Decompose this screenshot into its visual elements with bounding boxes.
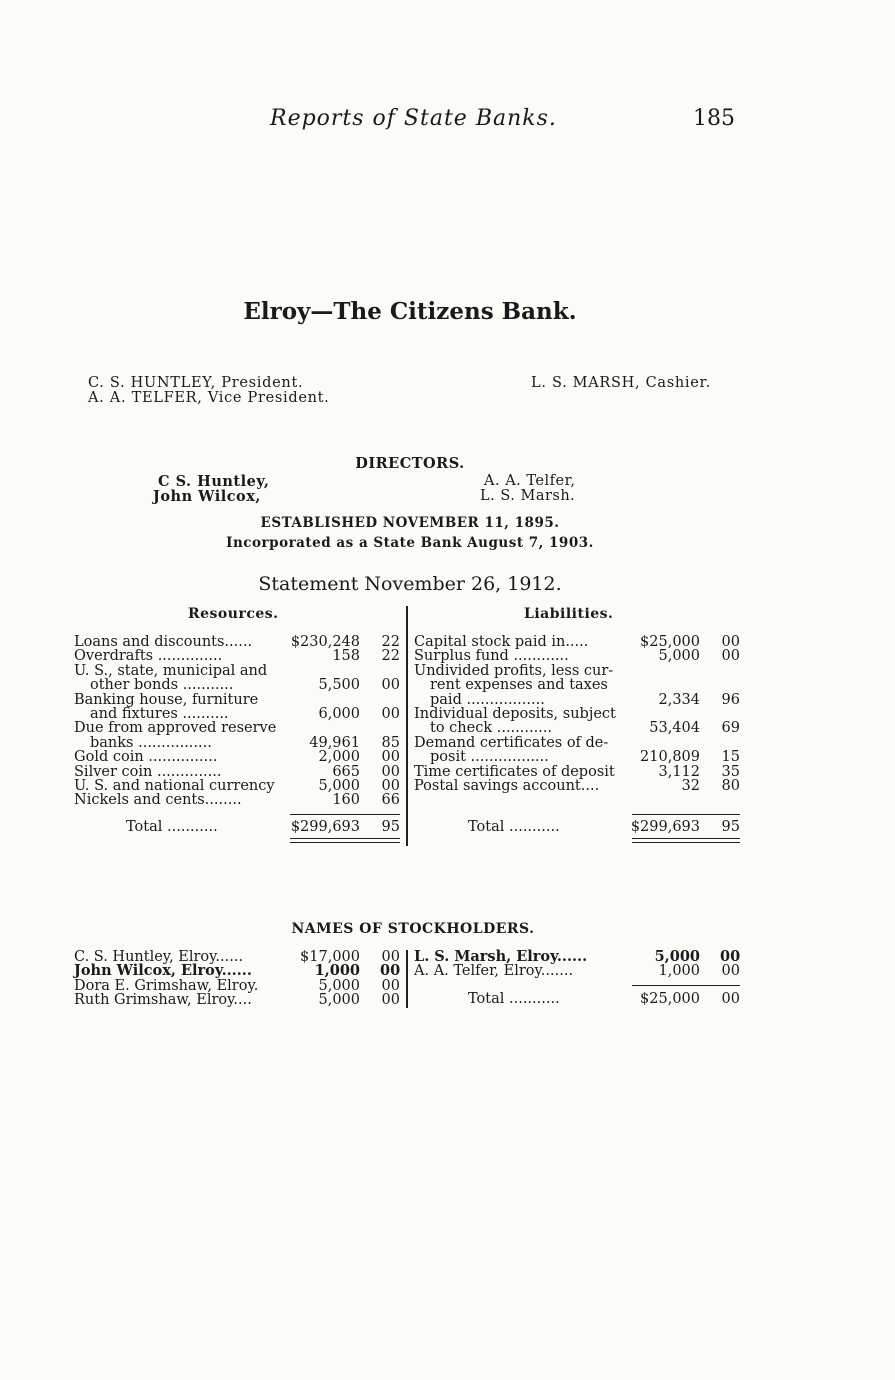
stockholder-left-row [74,964,404,978]
liabilities-list [414,635,744,793]
stockholders-total-dollars: $25,000 [640,991,700,1007]
stockholder-right-cents: 00 [720,948,741,965]
stockholders-heading: NAMES OF STOCKHOLDERS. [291,921,535,937]
resource-cents: 22 [381,634,400,650]
stockholder-left-dollars: 1,000 [314,962,360,980]
running-title: Reports of State Banks. [270,106,557,131]
resource-label: Banking house, furniture [74,691,259,708]
stockholder-left-label: Ruth Grimshaw, Elroy.... [74,992,252,1009]
established-line: ESTABLISHED NOVEMBER 11, 1895. [260,515,560,531]
statement-title: Statement November 26, 1912. [258,573,562,595]
liability-dollars: 53,404 [649,720,700,737]
resources-heading: Resources. [188,606,279,622]
liability-dollars: 2,334 [658,691,700,708]
page-number: 185 [693,106,735,131]
resource-label: Gold coin ............... [74,749,218,766]
resource-dollars: 5,000 [318,777,360,794]
stockholder-left-cents: 00 [381,977,400,994]
resource-label: U. S. and national currency [74,777,275,794]
resource-label: Loans and discounts...... [74,634,253,650]
liability-label: Undivided profits, less cur- [414,662,614,679]
liabilities-double-rule [632,838,740,843]
liability-row [414,750,744,764]
stockholder-left-row [74,979,404,993]
director-left-2: John Wilcox, [153,488,261,505]
resource-cents: 00 [381,677,400,694]
resources-total-label: Total ........... [126,819,218,835]
stockholder-left-row [74,993,404,1007]
resources-total-dollars: $299,693 [290,819,360,835]
liability-cents: 00 [721,648,740,665]
stockholder-left-dollars: $17,000 [300,949,360,965]
liability-label: Postal savings account.... [414,777,600,794]
director-left-1: C S. Huntley, [158,473,270,490]
stockholder-right-label: L. S. Marsh, Elroy...... [414,948,588,965]
stockholders-total-label: Total ........... [468,991,560,1007]
liability-row [414,678,744,692]
resource-dollars: 2,000 [318,749,360,766]
stockholder-right-cents: 00 [721,963,740,980]
resource-label: other bonds ........... [90,677,234,694]
resource-label: U. S., state, municipal and [74,662,268,679]
resource-dollars: 665 [332,763,360,780]
resources-double-rule [290,838,400,843]
liability-dollars: 210,809 [640,749,700,766]
liability-row [414,649,744,663]
resource-label: Due from approved reserve [74,720,277,737]
liability-row [414,693,744,707]
stockholder-left-label: Dora E. Grimshaw, Elroy. [74,977,259,994]
stockholder-right-dollars: 1,000 [658,963,700,980]
resource-cents: 66 [381,792,400,809]
resource-dollars: 158 [332,648,360,665]
resource-label: banks ................ [90,734,212,751]
stockholder-left-cents: 00 [380,962,401,980]
directors-heading: DIRECTORS. [355,455,465,472]
officer-cashier: L. S. MARSH, Cashier. [531,375,711,391]
resource-row [74,736,404,750]
officer-president: C. S. HUNTLEY, President. [88,375,304,391]
bank-title: Elroy—The Citizens Bank. [243,298,577,325]
resource-row [74,750,404,764]
resource-cents: 00 [381,763,400,780]
liability-cents: 15 [721,749,740,766]
stockholder-left-dollars: 5,000 [318,992,360,1009]
liability-row [414,707,744,721]
resource-cents: 85 [381,734,400,751]
liability-label: posit ................. [430,749,549,766]
liability-cents: 69 [721,720,740,737]
liabilities-total-row [414,820,744,834]
liability-row [414,736,744,750]
stockholder-right-row [414,950,744,964]
director-right-1: A. A. Telfer, [484,473,576,489]
liability-label: Time certificates of deposit [414,763,615,780]
liability-dollars: 32 [681,777,700,794]
resource-dollars: 49,961 [309,734,360,751]
stockholder-right-dollars: 5,000 [654,948,700,965]
liability-label: Surplus fund ............ [414,648,569,665]
director-right-2: L. S. Marsh. [480,488,576,504]
incorporated-line: Incorporated as a State Bank August 7, 1903. [226,535,594,551]
liability-row [414,664,744,678]
resource-row [74,678,404,692]
liability-cents: 00 [721,634,740,650]
resource-cents: 22 [381,648,400,665]
liabilities-total-dollars: $299,693 [630,819,700,835]
resource-row [74,693,404,707]
resource-cents: 00 [381,705,400,722]
liability-row [414,635,744,649]
resource-label: and fixtures .......... [90,705,229,722]
liabilities-total-rule [632,814,740,815]
resource-dollars: 5,500 [318,677,360,694]
statement-divider [406,606,408,846]
resources-total-rule [290,814,400,815]
resource-dollars: 6,000 [318,705,360,722]
liability-label: Capital stock paid in..... [414,634,589,650]
liabilities-total-cents: 95 [721,819,740,835]
liability-label: paid ................. [430,691,545,708]
stockholder-left-cents: 00 [381,992,400,1009]
resource-cents: 00 [381,777,400,794]
stockholder-left-label: John Wilcox, Elroy...... [74,962,252,980]
resource-row [74,779,404,793]
resource-label: Nickels and cents........ [74,792,242,809]
resource-cents: 00 [381,749,400,766]
liability-row [414,721,744,735]
liability-cents: 96 [721,691,740,708]
stockholders-total-cents: 00 [721,991,740,1007]
liability-dollars: 5,000 [658,648,700,665]
resource-row [74,721,404,735]
stockholder-right-row [414,964,744,978]
stockholders-total-rule [632,985,740,986]
stockholders-left-list [74,950,404,1008]
liability-row [414,779,744,793]
resource-row [74,664,404,678]
liability-label: to check ............ [430,720,553,737]
officer-vice-president: A. A. TELFER, Vice President. [88,390,330,406]
liability-label: Demand certificates of de- [414,734,609,751]
liabilities-total-label: Total ........... [468,819,560,835]
liability-dollars: 3,112 [658,763,700,780]
liability-cents: 35 [721,763,740,780]
stockholder-left-label: C. S. Huntley, Elroy...... [74,949,244,965]
resource-row [74,793,404,807]
resources-total-cents: 95 [381,819,400,835]
resource-row [74,635,404,649]
liability-cents: 80 [721,777,740,794]
resource-label: Overdrafts .............. [74,648,223,665]
resource-dollars: $230,248 [290,634,360,650]
liability-row [414,765,744,779]
stockholder-left-dollars: 5,000 [318,977,360,994]
stockholders-total-row [414,992,744,1006]
resource-row [74,707,404,721]
resources-total-row [74,820,404,834]
stockholders-right-list [414,950,744,979]
liability-label: Individual deposits, subject [414,705,616,722]
resource-dollars: 160 [332,792,360,809]
stockholder-left-cents: 00 [381,949,400,965]
stockholder-right-label: A. A. Telfer, Elroy....... [414,963,574,980]
liability-dollars: $25,000 [640,634,700,650]
resource-row [74,765,404,779]
stockholders-divider [406,950,408,1008]
resource-label: Silver coin .............. [74,763,222,780]
liability-label: rent expenses and taxes [430,677,608,694]
resources-list [74,635,404,808]
resource-row [74,649,404,663]
liabilities-heading: Liabilities. [524,606,614,622]
